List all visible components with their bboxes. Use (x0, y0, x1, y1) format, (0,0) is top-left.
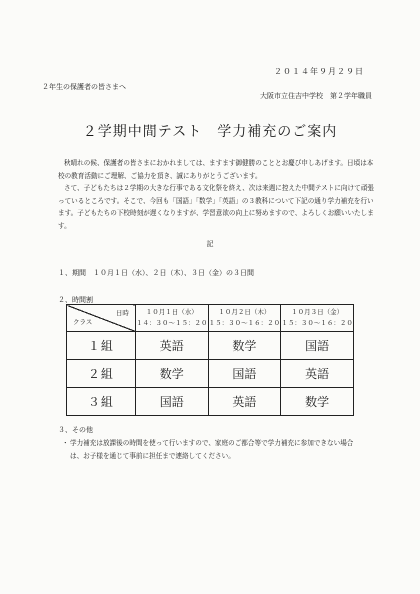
body-paragraph-2: さて、子どもたちは２学期の大きな行事である文化祭を終え、次は来週に控えた中間テストに向けて頑張っているところです。そこで、今回も「国語」「数学」「英語」の３教科について下記の通り学力補充を行います。子どもたちの下校時刻が遅くなりますが、学習意欲の向上に努めますので、よろしくお願いいたします。 (58, 184, 374, 230)
period-line: １、期間 １０月１日（水）、２日（木）、３日（金）の３日間 (58, 269, 254, 277)
body-paragraph-1: 秋晴れの候、保護者の皆さまにおかれましては、ますます御健勝のこととお慶び申しあげます。日頃は本校の教育活動にご理解、ご協力を頂き、誠にありがとうございます。 (58, 159, 374, 180)
corner-label-class: クラス (73, 318, 93, 326)
other-note (62, 437, 362, 463)
class-label: １組 (67, 332, 136, 360)
day-time: １５：３０〜１６：２０ (208, 319, 281, 327)
table-row (67, 360, 354, 388)
body-text (58, 157, 376, 232)
table-row (67, 332, 354, 360)
other-note-text: 学力補充は放課後の時間を使って行いますので、家庭のご都合等で学力補充に参加できない場合は、お子様を通じて事前に担任まで連絡してください。 (70, 439, 354, 460)
subject-cell: 国語 (281, 332, 354, 360)
day-time: １４：３０〜１５：２０ (135, 319, 208, 327)
subject-cell: 英語 (281, 360, 354, 388)
day-date: １０月３日（金） (291, 308, 344, 316)
day-header-3 (281, 305, 354, 332)
recipient-line: ２年生の保護者の皆さまへ (42, 83, 126, 91)
document-date: ２０１４年９月２９日 (274, 67, 364, 76)
other-heading: ３、その他 (58, 426, 93, 434)
day-date: １０月２日（木） (218, 308, 271, 316)
ki-heading: 記 (206, 240, 214, 248)
subject-cell: 国語 (135, 388, 208, 416)
subject-cell: 数学 (208, 332, 281, 360)
timetable-corner-cell (67, 305, 136, 332)
timetable-header-row (67, 305, 354, 332)
day-header-2 (208, 305, 281, 332)
day-time: １５：３０〜１６：２０ (281, 319, 353, 327)
subject-cell: 英語 (208, 388, 281, 416)
subject-cell: 数学 (281, 388, 354, 416)
day-header-1 (135, 305, 208, 332)
class-label: ３組 (67, 388, 136, 416)
sender-line: 大阪市立住吉中学校 第２学年職員 (260, 92, 372, 100)
bullet-mark: ・ (62, 439, 69, 447)
document-title: ２学期中間テスト 学力補充のご案内 (82, 124, 338, 140)
timetable-heading: ２、時間割 (58, 296, 93, 304)
table-row (67, 388, 354, 416)
subject-cell: 英語 (135, 332, 208, 360)
subject-cell: 数学 (135, 360, 208, 388)
timetable (66, 304, 354, 416)
corner-label-datetime: 日時 (115, 309, 129, 317)
subject-cell: 国語 (208, 360, 281, 388)
day-date: １０月１日（水） (145, 308, 198, 316)
class-label: ２組 (67, 360, 136, 388)
